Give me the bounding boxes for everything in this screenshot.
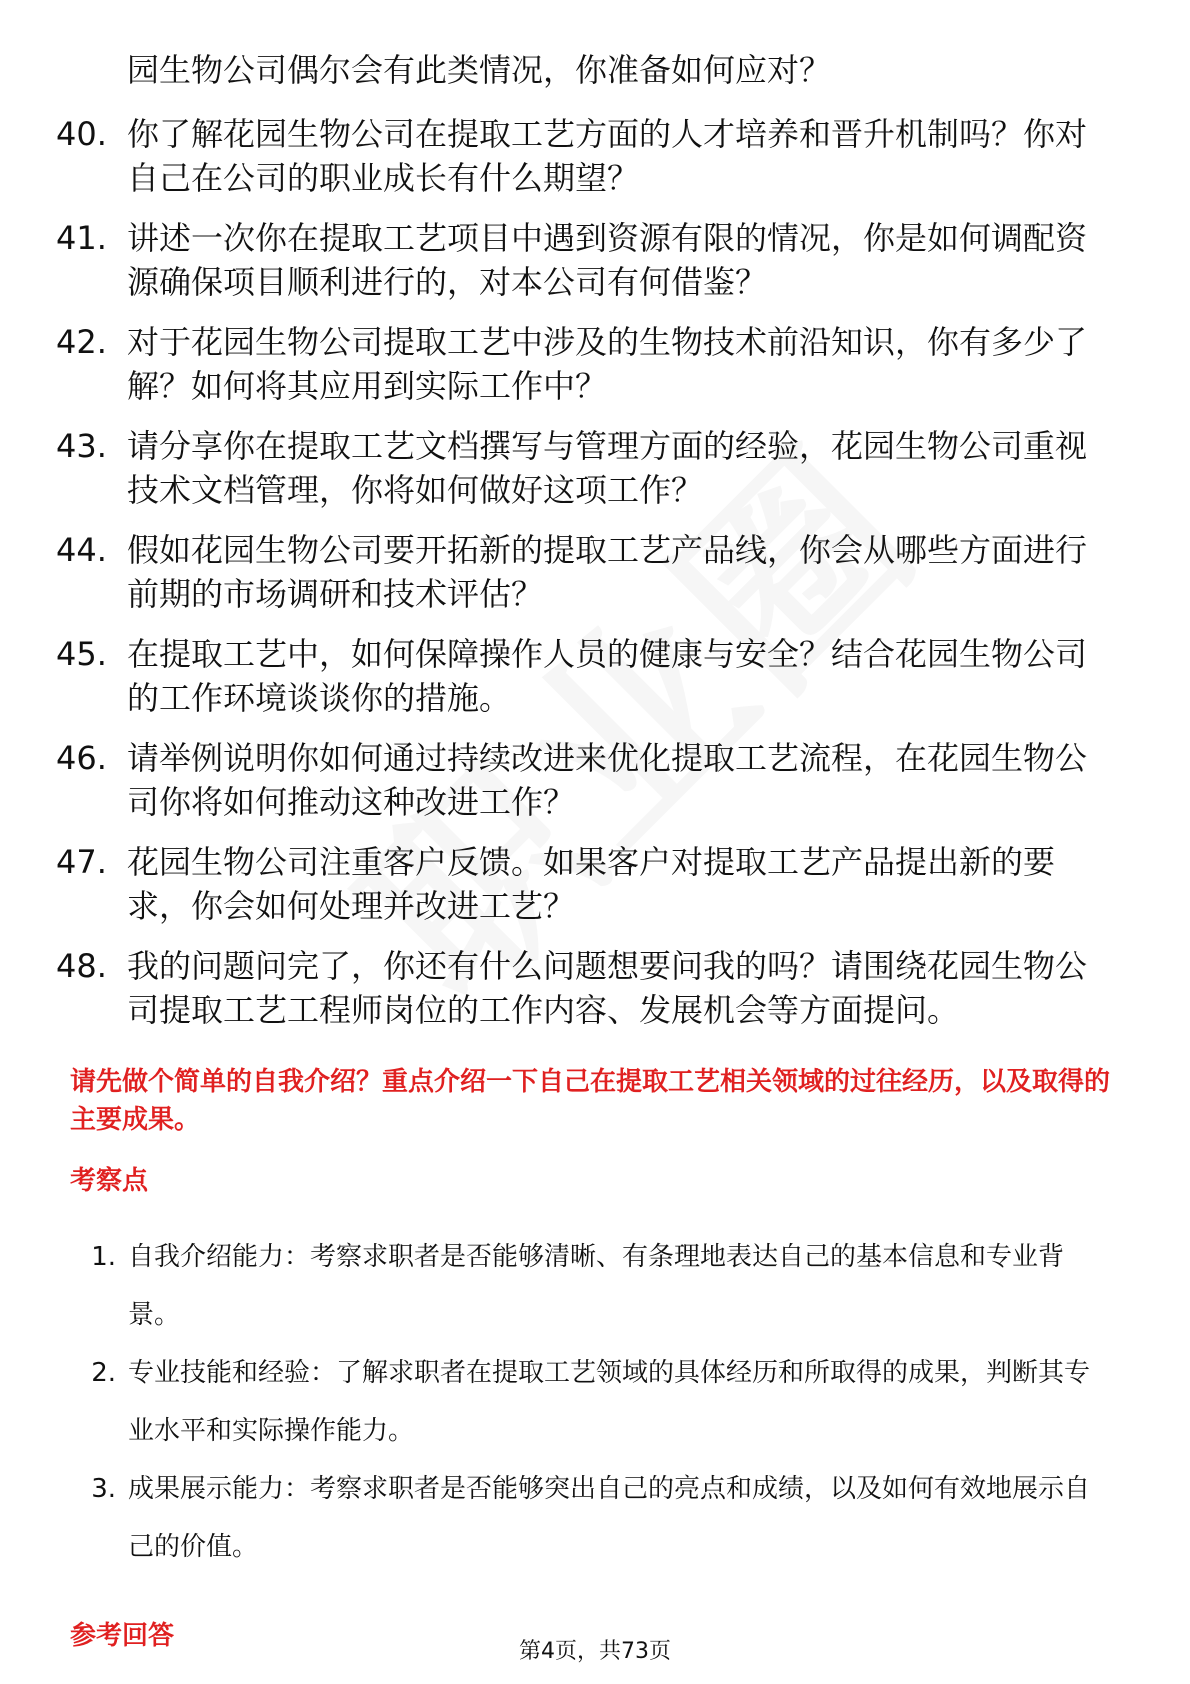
question-text: 假如花园生物公司要开拓新的提取工艺产品线，你会从哪些方面进行前期的市场调研和技术评估？ xyxy=(127,531,1088,613)
question-item xyxy=(56,424,1116,512)
point-number: 3. xyxy=(91,1474,116,1504)
question-text: 在提取工艺中，如何保障操作人员的健康与安全？结合花园生物公司的工作环境谈谈你的措施。 xyxy=(127,635,1088,717)
question-item xyxy=(56,320,1116,408)
question-number: 46. xyxy=(56,739,107,777)
question-item xyxy=(56,216,1116,304)
assessment-point xyxy=(80,1344,1120,1460)
assessment-points xyxy=(80,1228,1120,1576)
question-text: 请分享你在提取工艺文档撰写与管理方面的经验，花园生物公司重视技术文档管理，你将如何做好这项工作？ xyxy=(127,427,1088,509)
question-number: 47. xyxy=(56,843,107,881)
question-text: 我的问题问完了，你还有什么问题想要问我的吗？请围绕花园生物公司提取工艺工程师岗位的工作内容、发展机会等方面提问。 xyxy=(127,947,1088,1029)
section-title-kaocha: 考察点 xyxy=(70,1166,149,1196)
page-footer: 第4页，共73页 xyxy=(519,1639,671,1664)
question-text: 你了解花园生物公司在提取工艺方面的人才培养和晋升机制吗？你对自己在公司的职业成长有什么期望？ xyxy=(127,115,1088,197)
question-item xyxy=(56,528,1116,616)
highlight-question: 请先做个简单的自我介绍？重点介绍一下自己在提取工艺相关领域的过往经历，以及取得的主要成果。 xyxy=(70,1067,1111,1135)
question-text: 花园生物公司注重客户反馈。如果客户对提取工艺产品提出新的要求，你会如何处理并改进工艺？ xyxy=(127,843,1056,925)
question-item xyxy=(56,944,1116,1032)
question-item xyxy=(56,840,1116,928)
point-text: 自我介绍能力：考察求职者是否能够清晰、有条理地表达自己的基本信息和专业背景。 xyxy=(128,1242,1065,1330)
assessment-point xyxy=(80,1460,1120,1576)
question-number: 40. xyxy=(56,115,107,153)
question-text: 对于花园生物公司提取工艺中涉及的生物技术前沿知识，你有多少了解？如何将其应用到实际工作中？ xyxy=(127,323,1088,405)
point-number: 1. xyxy=(91,1242,116,1272)
question-number: 48. xyxy=(56,947,107,985)
question-number: 43. xyxy=(56,427,107,465)
question-item xyxy=(56,736,1116,824)
section-title-cankao: 参考回答 xyxy=(70,1621,175,1651)
question-number: 42. xyxy=(56,323,107,361)
question-list xyxy=(56,112,1116,1048)
point-number: 2. xyxy=(91,1358,116,1388)
question-number: 45. xyxy=(56,635,107,673)
question-number: 41. xyxy=(56,219,107,257)
point-text: 成果展示能力：考察求职者是否能够突出自己的亮点和成绩，以及如何有效地展示自己的价值。 xyxy=(128,1474,1091,1562)
question-item xyxy=(56,632,1116,720)
question-number: 44. xyxy=(56,531,107,569)
question-item xyxy=(56,112,1116,200)
question-text: 请举例说明你如何通过持续改进来优化提取工艺流程，在花园生物公司你将如何推动这种改进工作？ xyxy=(127,739,1088,821)
point-text: 专业技能和经验：了解求职者在提取工艺领域的具体经历和所取得的成果，判断其专业水平和实际操作能力。 xyxy=(128,1358,1091,1446)
assessment-point xyxy=(80,1228,1120,1344)
question-39-continuation: 园生物公司偶尔会有此类情况，你准备如何应对？ xyxy=(127,51,832,89)
question-text: 讲述一次你在提取工艺项目中遇到资源有限的情况，你是如何调配资源确保项目顺利进行的，对本公司有何借鉴？ xyxy=(127,219,1088,301)
